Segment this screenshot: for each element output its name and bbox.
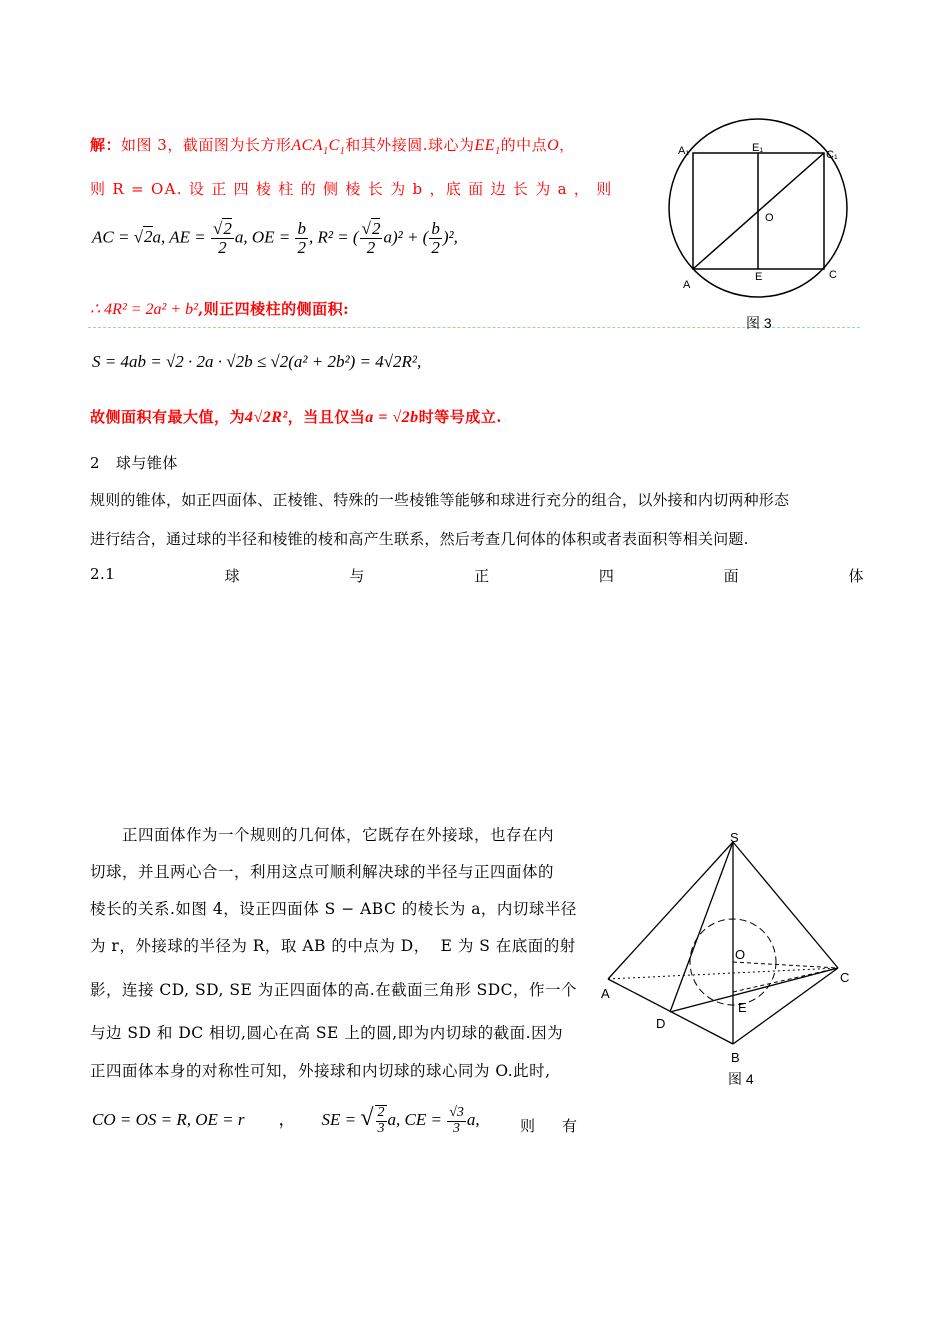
edge-DC: [670, 968, 838, 1012]
label-O: O: [735, 947, 746, 962]
figure-4-caption: 图 4: [728, 1071, 754, 1087]
subsection-char-5: 面: [723, 567, 740, 585]
label-A: A: [601, 986, 610, 1001]
label-E: E: [755, 271, 763, 283]
label-C: C: [829, 269, 837, 281]
subsection-char-3: 正: [474, 567, 490, 585]
solution-line-2: 则 R = OA. 设 正 四 棱 柱 的 侧 棱 长 为 b ，底 面 边 长 为 a ， 则: [90, 180, 613, 198]
solution-line-4: ∴ 4R² = 2a² + b²,则正四棱柱的侧面积:: [90, 300, 350, 318]
label-C: C: [840, 970, 850, 985]
label-O: O: [765, 212, 774, 224]
edge-SC: [733, 842, 838, 968]
solution-line-3: AC = √2a, AE = $\frac{√2}{2}$ a, OE = $\frac{b}{2}$ , R² = ( $\frac{√2}{2}$ a)² + ( $\frac{b}{2}$ )²,: [92, 219, 458, 257]
label-E: E: [738, 1000, 747, 1015]
label-S: S: [730, 832, 739, 845]
solution-line-5: S = 4ab = √2 · 2a · √2b ≤ √2(a² + 2b²) = 4√2R²,: [92, 352, 422, 371]
label-C1: C₁: [826, 149, 838, 161]
label-A1: A₁: [678, 145, 690, 157]
label-A: A: [683, 279, 691, 291]
solution-label: 解：: [90, 136, 122, 154]
subsection-char-4: 四: [598, 567, 615, 585]
tetra-line-6: 与边 SD 和 DC 相切,圆心在高 SE 上的圆,即为内切球的截面.因为: [90, 1024, 564, 1042]
subsection-char-6: 体: [848, 567, 864, 585]
subsection-number: 2.1: [90, 565, 116, 583]
solution-line-1: 解：如图 3，截面图为长方形$ACA_1C_1$和其外接圆.球心为$EE_1$的中点O，: [90, 136, 575, 158]
label-B: B: [731, 1050, 740, 1065]
edge-BC: [733, 968, 838, 1044]
tetra-line-5: 影，连接 CD, SD, SE 为正四面体的高.在截面三角形 SDC，作一个: [90, 981, 577, 999]
edge-SD: [670, 842, 733, 1012]
subsection-heading: [90, 565, 864, 586]
section-heading: 2 球与锥体: [90, 454, 178, 472]
tetra-line-3: 棱长的关系.如图 4，设正四面体 S − ABC 的棱长为 a，内切球半径: [90, 900, 577, 918]
edge-SA: [608, 842, 733, 979]
tetra-line-8: CO = OS = R, OE = r ， SE = √ $\frac{2}{3}$ a, CE = $\frac{√3}{3}$ a, 则 有: [92, 1104, 578, 1137]
solution-line-6: 故侧面积有最大值，为4√2R²，当且仅当a = √2b时等号成立.: [90, 408, 502, 426]
figure-4: [598, 832, 860, 1094]
section-para-line-2: 进行结合，通过球的半径和棱锥的棱和高产生联系，然后考查几何体的体积或者表面积等相关问题.: [90, 530, 749, 548]
figure-3: [660, 118, 860, 333]
tetra-line-4: 为 r，外接球的半径为 R，取 AB 的中点为 D， E 为 S 在底面的射: [90, 937, 576, 955]
tetra-line-1: 正四面体作为一个规则的几何体，它既存在外接球，也存在内: [122, 826, 555, 844]
figure-3-caption: 图 3: [746, 315, 772, 331]
tetra-line-7: 正四面体本身的对称性可知，外接球和内切球的球心同为 O.此时,: [90, 1062, 551, 1080]
label-E1: E₁: [752, 142, 764, 154]
subsection-char-2: 与: [349, 567, 365, 585]
subsection-char-1: 球: [224, 567, 241, 585]
section-para-line-1: 规则的锥体，如正四面体、正棱锥、特殊的一些棱锥等能够和球进行充分的组合，以外接和内切两种形态: [90, 491, 790, 509]
segment-OC: [733, 962, 838, 968]
tetra-line-2: 切球，并且两心合一，利用这点可顺利解决球的半径与正四面体的: [90, 863, 555, 881]
label-D: D: [656, 1016, 666, 1031]
